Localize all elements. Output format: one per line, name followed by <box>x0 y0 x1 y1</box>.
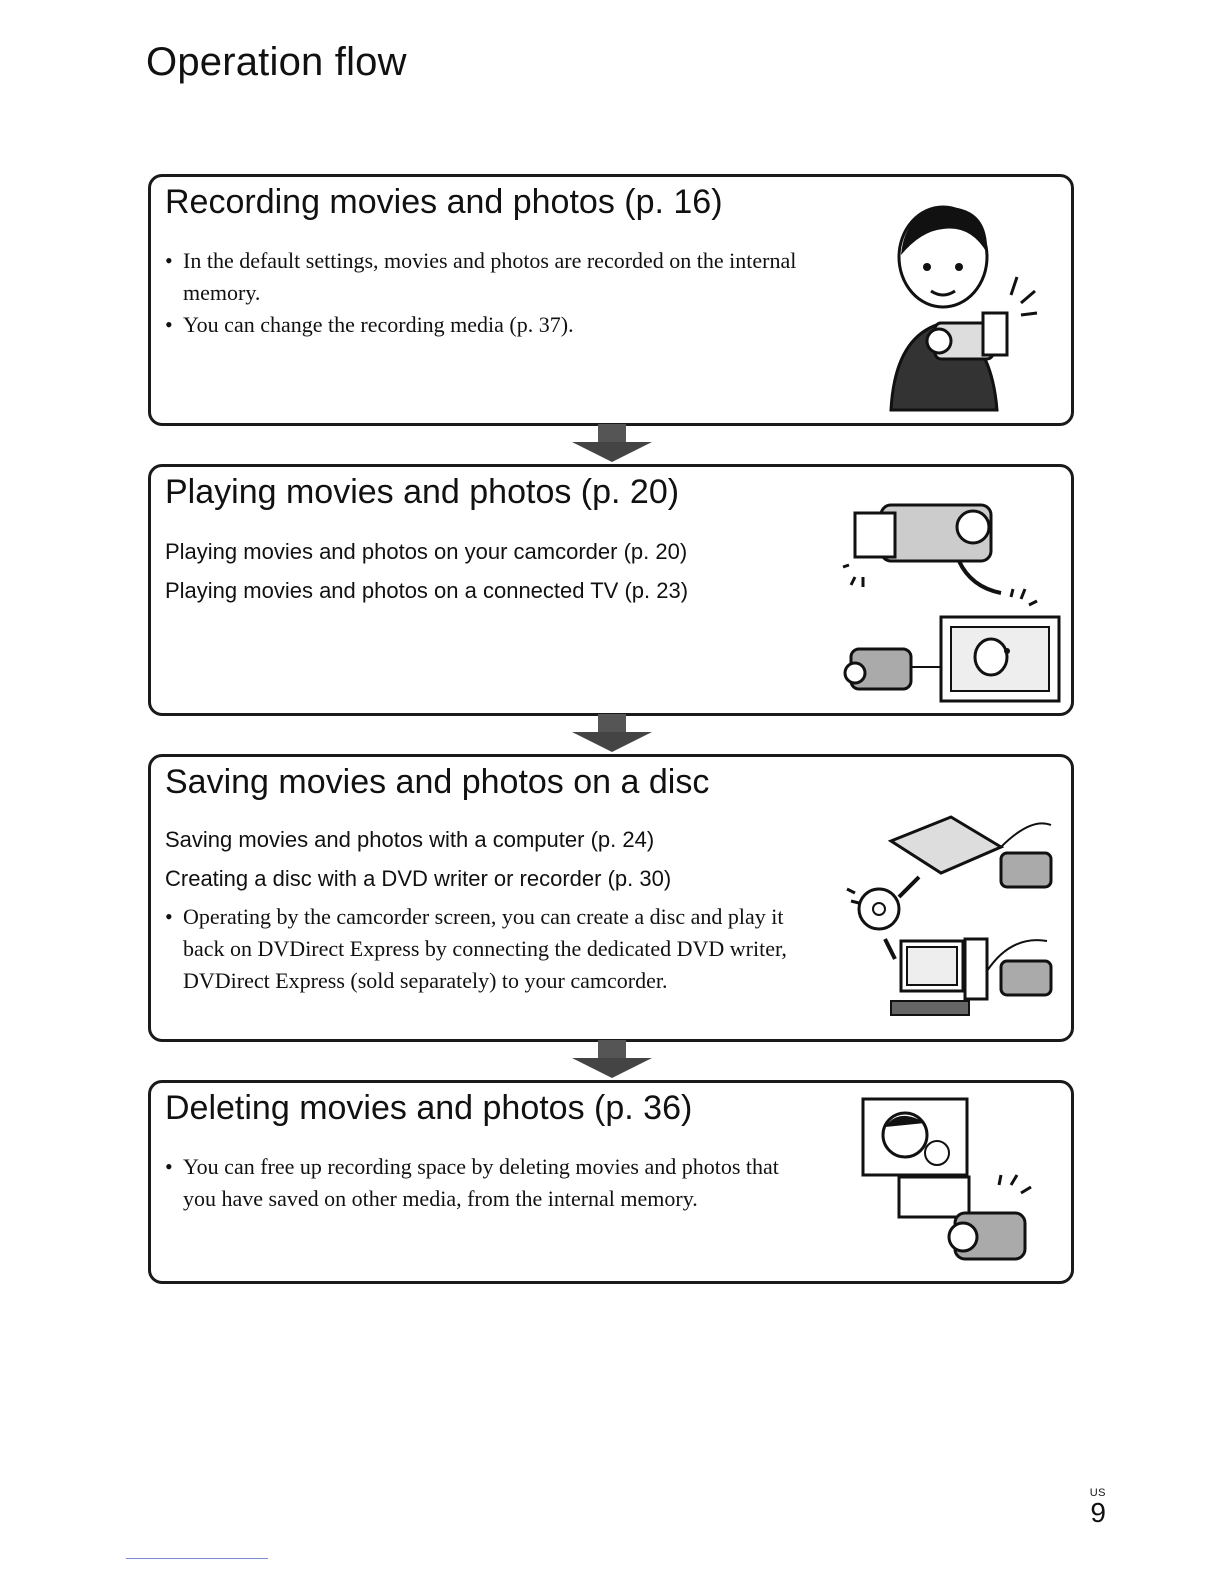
bullet-item: • In the default settings, movies and photos are recorded on the internal memory. <box>165 245 815 309</box>
photo-stack-camcorder-illustration <box>859 1093 1059 1273</box>
footer-rule <box>126 1558 268 1559</box>
step-playing <box>148 464 1074 716</box>
bullet-item: • You can change the recording media (p. 37). <box>165 309 815 341</box>
camcorder-tv-illustration <box>841 477 1061 707</box>
step-recording <box>148 174 1074 426</box>
step-deleting-bullets <box>165 1151 815 1215</box>
step-playing-title: Playing movies and photos (p. 20) <box>165 473 680 511</box>
step-playing-line-1: Playing movies and photos on your camcorder (p. 20) <box>165 539 688 564</box>
disc-computer-illustration <box>841 811 1061 1033</box>
region-label: US <box>1089 1487 1106 1499</box>
page-number-value: 9 <box>1090 1497 1106 1528</box>
person-recording-illustration <box>871 195 1041 415</box>
step-saving-bullets <box>165 901 805 997</box>
bullet-item: • You can free up recording space by deleting movies and photos that you have saved on other media, from the internal memory. <box>165 1151 815 1215</box>
step-playing-line-2: Playing movies and photos on a connected TV (p. 23) <box>165 578 689 603</box>
step-recording-title: Recording movies and photos (p. 16) <box>165 183 723 221</box>
arrow-down-icon <box>568 1040 656 1080</box>
page-number <box>1090 1487 1106 1527</box>
step-saving-line-2: Creating a disc with a DVD writer or recorder (p. 30) <box>165 866 672 891</box>
step-saving <box>148 754 1074 1042</box>
step-deleting <box>148 1080 1074 1284</box>
step-deleting-title: Deleting movies and photos (p. 36) <box>165 1089 693 1127</box>
arrow-down-icon <box>568 714 656 754</box>
step-saving-line-1: Saving movies and photos with a computer (p. 24) <box>165 827 655 852</box>
bullet-item: • Operating by the camcorder screen, you can create a disc and play it back on DVDirect Express by connecting the dedicated DVD writer, DVDirect Express (sold separately) to your camcorder. <box>165 901 805 997</box>
arrow-down-icon <box>568 424 656 464</box>
step-saving-title: Saving movies and photos on a disc <box>165 763 710 801</box>
step-recording-bullets <box>165 245 815 341</box>
page-title: Operation flow <box>146 40 407 84</box>
